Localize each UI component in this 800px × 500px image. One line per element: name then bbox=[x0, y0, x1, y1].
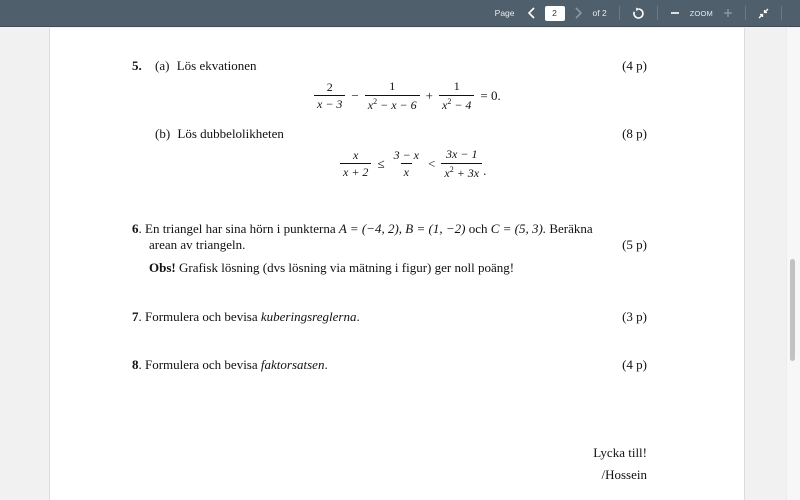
denominator: x + 2 bbox=[340, 163, 371, 179]
den-var: x bbox=[444, 165, 450, 180]
vertical-scrollbar[interactable] bbox=[786, 28, 800, 500]
period: . bbox=[483, 162, 487, 178]
denominator bbox=[365, 95, 420, 112]
question-6-line-2: arean av triangeln. bbox=[149, 237, 246, 252]
point-c: C = (5, 3). bbox=[490, 221, 547, 236]
points-5a: (4 p) bbox=[622, 58, 647, 73]
zoom-in-icon bbox=[723, 8, 733, 18]
previous-page-button[interactable] bbox=[527, 7, 537, 19]
den-var: x bbox=[441, 97, 448, 112]
toolbar-divider bbox=[619, 6, 620, 20]
document-viewer bbox=[0, 28, 800, 500]
question-text: Lös ekvationen bbox=[176, 58, 257, 73]
operator: − bbox=[351, 87, 359, 103]
question-8 bbox=[132, 358, 328, 371]
question-text-end: Beräkna bbox=[546, 221, 593, 236]
points-8: (4 p) bbox=[622, 357, 647, 372]
equation-rhs: = 0. bbox=[480, 87, 501, 103]
question-number: 6 bbox=[132, 221, 139, 236]
question-text: . En triangel har sina hörn i punkterna bbox=[138, 221, 339, 236]
note-text: Grafisk lösning (dvs lösning via mätning i figur) ger noll poäng! bbox=[175, 260, 515, 275]
zoom-controls bbox=[670, 0, 733, 26]
fraction bbox=[439, 80, 474, 111]
question-text: . Formulera och bevisa bbox=[138, 309, 261, 324]
page-total: of 2 bbox=[592, 8, 607, 18]
denominator bbox=[441, 163, 482, 180]
points-7: (3 p) bbox=[622, 309, 647, 324]
exponent: 2 bbox=[447, 96, 452, 106]
operator: ≤ bbox=[377, 155, 385, 171]
numerator: 1 bbox=[453, 79, 460, 93]
numerator: 2 bbox=[326, 79, 333, 94]
question-number: 8 bbox=[132, 357, 139, 372]
question-number: 5. bbox=[132, 58, 142, 73]
part-label: (a) bbox=[155, 58, 170, 73]
page-number-input[interactable] bbox=[545, 6, 565, 21]
question-6-line-1 bbox=[132, 222, 593, 235]
denominator: x − 3 bbox=[314, 95, 345, 111]
toolbar-divider bbox=[657, 6, 658, 20]
chevron-right-icon bbox=[573, 7, 583, 19]
fraction bbox=[314, 81, 345, 111]
pdf-toolbar bbox=[0, 0, 800, 27]
operator: < bbox=[428, 155, 436, 171]
fraction bbox=[391, 149, 422, 179]
exponent: 2 bbox=[449, 164, 454, 174]
numerator: x bbox=[353, 147, 359, 162]
zoom-out-button[interactable] bbox=[670, 8, 680, 18]
den-rest: − 4 bbox=[451, 97, 472, 112]
closing-signature: /Hossein bbox=[601, 467, 647, 482]
fraction bbox=[340, 149, 371, 179]
period: . bbox=[324, 357, 328, 372]
page-navigation bbox=[495, 0, 607, 26]
pdf-page bbox=[49, 28, 745, 500]
collapse-icon bbox=[758, 8, 769, 19]
numerator: 1 bbox=[389, 79, 396, 93]
points-5b: (8 p) bbox=[622, 126, 647, 141]
period: . bbox=[356, 309, 360, 324]
emphasized-term: kuberingsreglerna bbox=[260, 309, 357, 324]
zoom-label: ZOOM bbox=[689, 8, 713, 18]
question-text: . Formulera och bevisa bbox=[138, 357, 261, 372]
note-label: Obs! bbox=[149, 260, 176, 275]
exponent: 2 bbox=[373, 96, 378, 106]
denominator bbox=[439, 95, 474, 112]
question-6-note bbox=[149, 261, 514, 274]
exit-fullscreen-button[interactable] bbox=[758, 8, 769, 19]
question-7 bbox=[132, 310, 360, 323]
question-5-part-a bbox=[132, 59, 256, 72]
rotate-icon bbox=[632, 7, 645, 20]
denominator: x bbox=[401, 163, 412, 179]
conjunction: och bbox=[465, 221, 491, 236]
zoom-out-icon bbox=[670, 8, 680, 18]
numerator: 3 − x bbox=[393, 147, 420, 162]
operator: + bbox=[425, 87, 433, 103]
zoom-in-button[interactable] bbox=[723, 8, 733, 18]
toolbar-divider bbox=[745, 6, 746, 20]
point-b: B = (1, −2) bbox=[405, 221, 466, 236]
numerator: 3x − 1 bbox=[446, 147, 478, 161]
fraction bbox=[441, 148, 482, 179]
point-a: A = (−4, 2), bbox=[338, 221, 403, 236]
page-label: Page bbox=[494, 8, 515, 18]
den-rest: + 3x bbox=[453, 165, 480, 180]
rotate-button[interactable] bbox=[632, 7, 645, 20]
den-rest: − x − 6 bbox=[377, 97, 417, 112]
points-6: (5 p) bbox=[622, 237, 647, 252]
chevron-left-icon bbox=[527, 7, 537, 19]
den-var: x bbox=[367, 97, 374, 112]
scrollbar-thumb[interactable] bbox=[790, 259, 795, 361]
equation-5a bbox=[311, 80, 504, 111]
next-page-button[interactable] bbox=[573, 7, 583, 19]
inequality-5b bbox=[337, 148, 486, 179]
question-number: 7 bbox=[132, 309, 139, 324]
closing-greeting: Lycka till! bbox=[593, 445, 647, 460]
toolbar-divider bbox=[781, 6, 782, 20]
fraction bbox=[365, 80, 420, 111]
question-5-part-b bbox=[155, 127, 284, 140]
question-text: Lös dubbelolikheten bbox=[177, 126, 284, 141]
part-label: (b) bbox=[155, 126, 171, 141]
emphasized-term: faktorsatsen bbox=[260, 357, 325, 372]
